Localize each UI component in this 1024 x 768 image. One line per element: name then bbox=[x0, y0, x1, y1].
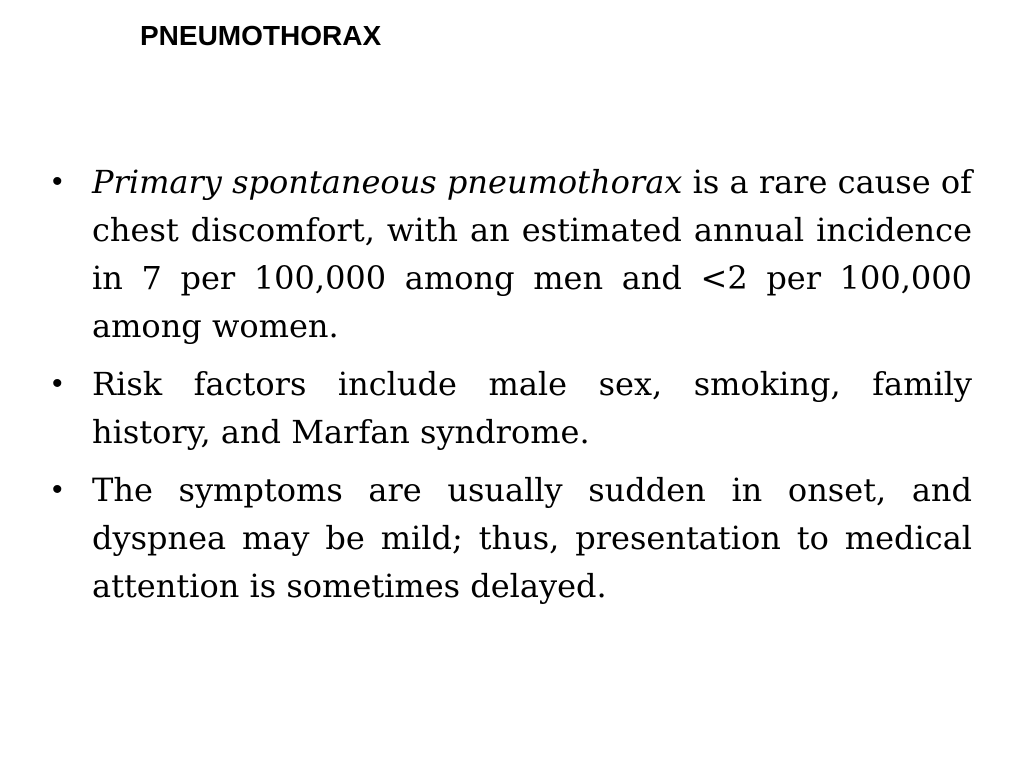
bullet-list bbox=[50, 158, 972, 620]
bullet-marker: • bbox=[52, 473, 63, 506]
bullet-italic-lead: Primary spontaneous pneumothorax bbox=[92, 163, 683, 201]
bullet-text: Risk factors include male sex, smoking, family history, and Marfan syndrome. bbox=[92, 365, 972, 451]
bullet-item bbox=[50, 158, 972, 350]
bullet-marker: • bbox=[52, 367, 63, 400]
bullet-marker: • bbox=[52, 165, 63, 198]
bullet-text: The symptoms are usually sudden in onset, and dyspnea may be mild; thus, presentation to medical attention is sometimes delayed. bbox=[92, 471, 972, 605]
bullet-text: is a rare cause of chest discomfort, with an estimated annual incidence in 7 per 100,000 among men and <2 per 100,000 among women. bbox=[92, 163, 972, 345]
bullet-item bbox=[50, 466, 972, 610]
slide-title: PNEUMOTHORAX bbox=[140, 20, 382, 51]
bullet-item bbox=[50, 360, 972, 456]
